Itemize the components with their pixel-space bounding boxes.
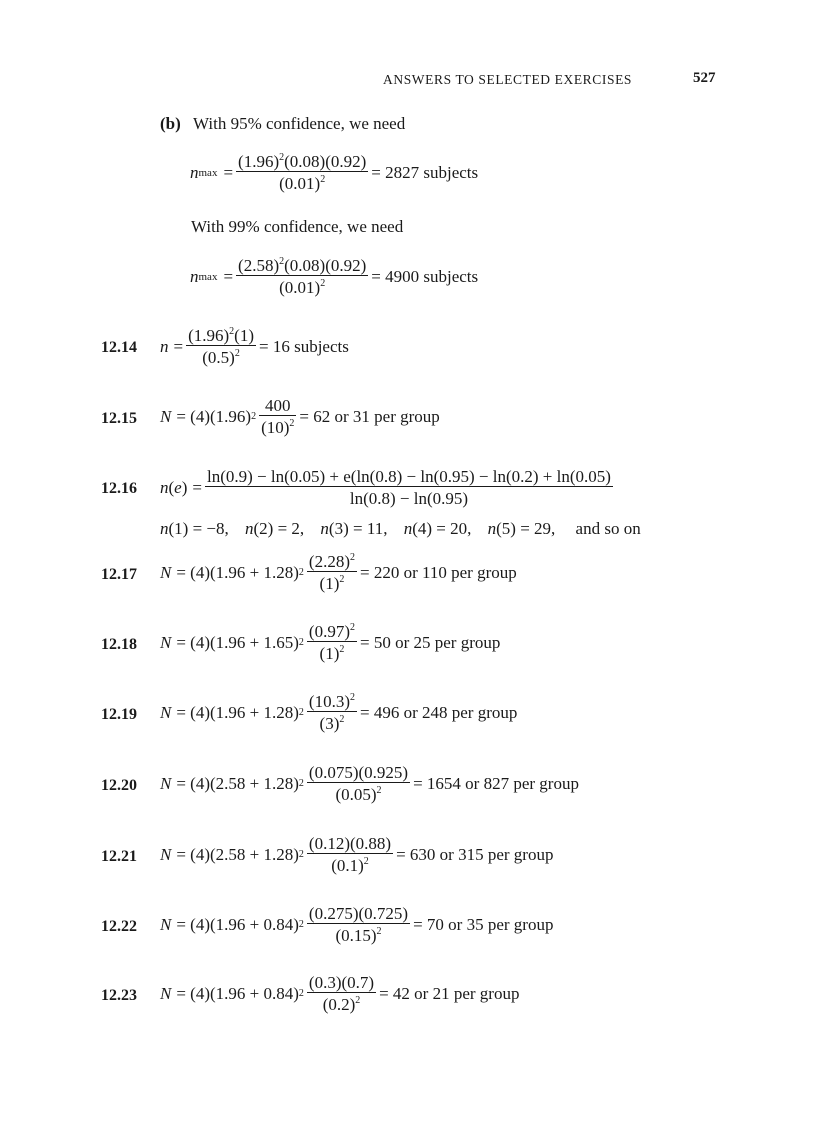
result: = 630 or 315 per group <box>396 844 554 864</box>
fraction: $\frac{(2.58)^2(0.08)(0.92)}{(0.01)^2}$ <box>238 256 367 297</box>
result: = 62 or 31 per group <box>299 406 440 426</box>
result: = 16 subjects <box>259 336 349 356</box>
exercise-number: 12.23 <box>101 987 137 1004</box>
equation-12-15: N = (4)(1.96) 2 $\frac{400}{(10)^2}$ = 62 or 31 per group <box>160 396 440 437</box>
fraction: $\frac{400}{(10)^2}$ <box>261 396 295 437</box>
fraction: $\frac{(0.275)(0.725)}{(0.15)^2}$ <box>308 904 409 945</box>
result: = 2827 subjects <box>371 162 479 182</box>
fraction: $\frac{(2.28)^2}{(1)^2}$ <box>308 552 355 593</box>
exercise-number: 12.17 <box>101 566 137 583</box>
page-number: 527 <box>693 70 716 86</box>
fraction: $\frac{(1.96)^2(0.08)(0.92)}{(0.01)^2}$ <box>238 152 367 193</box>
exercise-number: 12.21 <box>101 848 137 865</box>
result: = 496 or 248 per group <box>360 702 518 722</box>
fraction: $\frac{(0.97)^2}{(1)^2}$ <box>308 622 355 663</box>
fraction: $\frac{(0.3)(0.7)}{(0.2)^2}$ <box>308 973 375 1014</box>
part-b-intro-text: With 95% confidence, we need <box>193 114 406 133</box>
fraction: $\frac{(0.12)(0.88)}{(0.1)^2}$ <box>308 834 392 875</box>
equation-nmax-99: n max = $\frac{(2.58)^2(0.08)(0.92)}{(0.01)^2}$ = 4900 subjects <box>190 256 479 297</box>
equation-12-20: N = (4)(2.58 + 1.28) 2 $\frac{(0.075)(0.925)}{(0.05)^2}$ = 1654 or 827 per group <box>160 763 579 804</box>
exercise-number: 12.16 <box>101 480 137 497</box>
equation-12-22: N = (4)(1.96 + 0.84) 2 $\frac{(0.275)(0.725)}{(0.15)^2}$ = 70 or 35 per group <box>160 904 554 945</box>
fraction: $\frac{(1.96)^2(1)}{(0.5)^2}$ <box>188 326 254 367</box>
result: = 50 or 25 per group <box>360 632 501 652</box>
exercise-number: 12.20 <box>101 777 137 794</box>
equation-12-14: n = $\frac{(1.96)^2(1)}{(0.5)^2}$ = 16 subjects <box>160 326 349 367</box>
result: = 220 or 110 per group <box>360 562 517 582</box>
exercise-number: 12.14 <box>101 339 137 356</box>
equation-12-18: N = (4)(1.96 + 1.65) 2 $\frac{(0.97)^2}{(1)^2}$ = 50 or 25 per group <box>160 622 501 663</box>
result: = 70 or 35 per group <box>413 914 554 934</box>
equation-12-16: n(e) = ln(0.9) − ln(0.05) + e(ln(0.8) − ln(0.95) − ln(0.2) + ln(0.05) ln(0.8) − ln(0.95) <box>160 467 611 508</box>
part-b-intro <box>160 114 405 134</box>
result: = 1654 or 827 per group <box>413 773 579 793</box>
result: = 4900 subjects <box>371 266 479 286</box>
exercise-number: 12.15 <box>101 410 137 427</box>
exercise-number: 12.19 <box>101 706 137 723</box>
equation-nmax-95: n max = $\frac{(1.96)^2(0.08)(0.92)}{(0.01)^2}$ = 2827 subjects <box>190 152 479 193</box>
result: = 42 or 21 per group <box>379 983 520 1003</box>
fraction: $\frac{(10.3)^2}{(3)^2}$ <box>308 692 355 733</box>
fraction: $\frac{(0.075)(0.925)}{(0.05)^2}$ <box>308 763 409 804</box>
equation-12-21: N = (4)(2.58 + 1.28) 2 $\frac{(0.12)(0.88)}{(0.1)^2}$ = 630 or 315 per group <box>160 834 554 875</box>
fraction: ln(0.9) − ln(0.05) + e(ln(0.8) − ln(0.95) − ln(0.2) + ln(0.05) ln(0.8) − ln(0.95) <box>206 467 611 508</box>
exercise-number: 12.22 <box>101 918 137 935</box>
equation-12-23: N = (4)(1.96 + 0.84) 2 $\frac{(0.3)(0.7)}{(0.2)^2}$ = 42 or 21 per group <box>160 973 520 1014</box>
running-header-title: ANSWERS TO SELECTED EXERCISES <box>383 72 633 87</box>
sample-size-values: n(1) = −8, n(2) = 2, n(3) = 11, n(4) = 20, n(5) = 29, and so on <box>160 519 641 538</box>
exercise-number: 12.18 <box>101 636 137 653</box>
equation-12-19: N = (4)(1.96 + 1.28) 2 $\frac{(10.3)^2}{(3)^2}$ = 496 or 248 per group <box>160 692 518 733</box>
equation-12-17: N = (4)(1.96 + 1.28) 2 $\frac{(2.28)^2}{(1)^2}$ = 220 or 110 per group <box>160 552 517 593</box>
part-label: (b) <box>160 114 181 133</box>
part-b-mid-text: With 99% confidence, we need <box>191 217 404 236</box>
